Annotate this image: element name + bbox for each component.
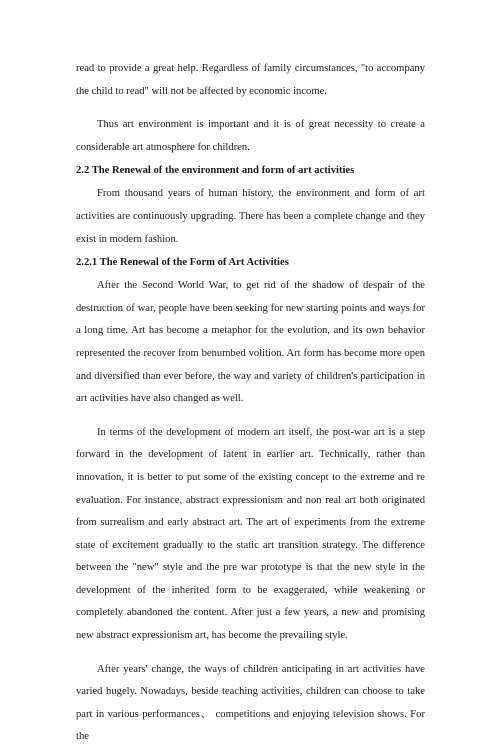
document-page — [76, 58, 425, 749]
section-heading-2-2-1: 2.2.1 The Renewal of the Form of Art Activities — [76, 257, 289, 269]
section-heading-2-2: 2.2 The Renewal of the environment and form of art activities — [76, 165, 355, 177]
paragraph-art-environment: Thus art environment is important and it is of great necessity to create a considerable art atmosphere for children. — [76, 119, 425, 153]
paragraph-post-war: After the Second World War, to get rid of the shadow of despair of the destruction of war, people have been seeking for new starting points and ways for a long time. Art has become a metaphor for the evolution, and its own behavior represented the recover from benumbed volition. Art form has become more open and diversified than ever before, the way and variety of children's participation in art activities have also changed as well. — [76, 280, 425, 405]
paragraph-human-history: From thousand years of human history, the environment and form of art activities are continuously upgrading. There has been a complete change and they exist in modern fashion. — [76, 188, 425, 245]
paragraph-children-activities: After years' change, the ways of children anticipating in art activities have varied hugely. Nowadays, beside teaching activities, children can choose to take part in various performances、 competitions and enjoying television shows. For the — [76, 663, 425, 743]
paragraph-modern-art: In terms of the development of modern art itself, the post-war art is a step forward in the development of latent in earlier art. Technically, rather than innovation, it is better to put some of the existing concept to the extreme and re evaluation. For instance, abstract expressionism and non real art both originated from surrealism and early abstract art. The art of experiments from the extreme state of excitement gradually to the static art transition strategy. The difference between the "new" style and the pre war prototype is that the new style in the development of the inherited form to be exaggerated, while weakening or completely abandoned the content. After just a few years, a new and promising new abstract expressionism art, has become the prevailing style. — [76, 426, 425, 642]
paragraph-continuation: read to provide a great help. Regardless of family circumstances, "to accompany the child to read" will not be affected by economic income. — [76, 63, 425, 97]
